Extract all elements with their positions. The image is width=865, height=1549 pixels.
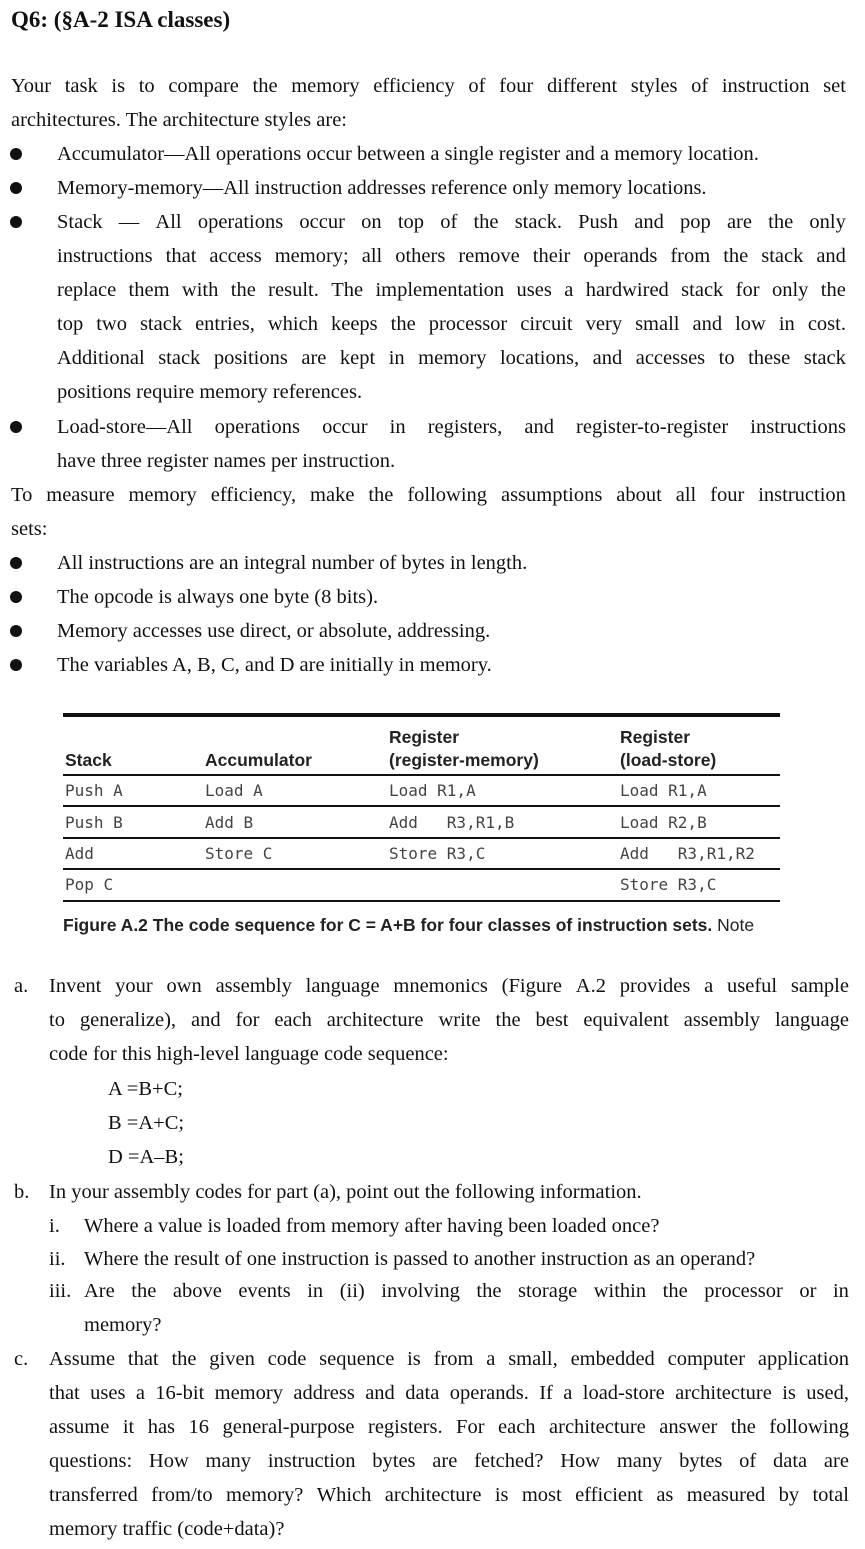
header-load-store-2: (load-store) [620, 750, 717, 770]
table-cell: Add B [205, 813, 254, 832]
word: to [718, 347, 735, 369]
word: generalize), [79, 1009, 177, 1031]
word: the [730, 1416, 756, 1438]
word: are [301, 347, 327, 369]
word: instruction [267, 1450, 356, 1472]
part-b-item-3-num: iii. [49, 1280, 72, 1302]
word: assembly [215, 975, 292, 997]
word: for [735, 279, 760, 301]
row-rule [63, 868, 780, 870]
word: low [735, 313, 766, 335]
bullet-icon [10, 557, 22, 569]
word: is [407, 1348, 421, 1370]
word: instructions [57, 245, 153, 267]
word: architecture [384, 1484, 482, 1506]
word: memory [214, 1382, 283, 1404]
word: Invent [49, 975, 102, 997]
part-a-line-2 [49, 1008, 849, 1032]
assumption-2: The opcode is always one byte (8 bits). [57, 586, 379, 608]
word: each [274, 1009, 312, 1031]
word: Load-store—All [57, 416, 193, 438]
word: that [49, 1382, 80, 1404]
style-accumulator: Accumulator—All operations occur between a single register and a memory location. [57, 143, 759, 165]
word: measured [686, 1484, 766, 1506]
measure-line-2: sets: [11, 518, 48, 540]
word: styles [630, 75, 678, 97]
code-line-1: A =B+C; [108, 1078, 183, 1100]
bullet-icon [10, 659, 22, 671]
part-b-label: b. [14, 1181, 30, 1203]
part-b-item-3-line-1 [84, 1279, 849, 1303]
header-rule [63, 774, 780, 776]
word: and [524, 416, 554, 438]
word: occur [299, 211, 345, 233]
word: small, [508, 1348, 558, 1370]
word: a [486, 1348, 496, 1370]
word: given [209, 1348, 255, 1370]
part-c-line-1 [49, 1347, 849, 1371]
word: circuit [520, 313, 573, 335]
word: in [307, 1280, 324, 1302]
table-cell: Store R3,C [620, 875, 717, 894]
word: assembly [683, 1009, 761, 1031]
bullet-icon [10, 182, 22, 194]
word: stack [158, 347, 201, 369]
word: and [190, 1009, 221, 1031]
word: To [11, 484, 33, 506]
word: memory [128, 484, 197, 506]
word: in [388, 347, 405, 369]
word: very [585, 313, 623, 335]
word: on [361, 211, 382, 233]
bullet-icon [10, 591, 22, 603]
word: provides [619, 975, 691, 997]
word: the [820, 279, 846, 301]
style-stack-line-6: positions require memory references. [57, 381, 363, 403]
word: them [128, 279, 170, 301]
style-load-store-line-2: have three register names per instruction. [57, 450, 396, 472]
word: embedded [570, 1348, 655, 1370]
word: from [433, 1348, 474, 1370]
assumption-1: All instructions are an integral number of bytes in length. [57, 552, 528, 574]
word: which [267, 313, 318, 335]
word: of [739, 1450, 757, 1472]
word: keeps [330, 313, 378, 335]
word: architecture [326, 1009, 424, 1031]
word: the [723, 245, 749, 267]
word: Assume [49, 1348, 116, 1370]
word: stack. [514, 211, 562, 233]
word: only [771, 279, 809, 301]
word: A.2 [575, 975, 606, 997]
word: implementation [375, 279, 505, 301]
header-register-memory-1: Register [389, 727, 460, 747]
word: kept [339, 347, 376, 369]
word: the [390, 313, 416, 335]
word: efficiency, [210, 484, 297, 506]
word: are [823, 1450, 849, 1472]
word: stack [681, 279, 724, 301]
word: equivalent [583, 1009, 669, 1031]
word: and [365, 1382, 395, 1404]
word: the [495, 1009, 521, 1031]
word: the [252, 75, 278, 97]
word: assumptions [500, 484, 603, 506]
word: the [171, 1348, 197, 1370]
word: all [361, 245, 383, 267]
table-cell: Load R2,B [620, 813, 707, 832]
question-title: Q6: (§A-2 ISA classes) [11, 7, 231, 32]
word: For [456, 1416, 485, 1438]
word: events [238, 1280, 291, 1302]
part-b-item-1-num: i. [49, 1215, 60, 1237]
word: the [473, 211, 499, 233]
word: by [778, 1484, 800, 1506]
part-b-item-2: Where the result of one instruction is passed to another instruction as an operand? [84, 1248, 756, 1270]
word: processor [704, 1280, 783, 1302]
table-cell: Store C [205, 844, 273, 863]
word: used, [806, 1382, 849, 1404]
word: following [769, 1416, 849, 1438]
word: make [310, 484, 355, 506]
word: the [368, 484, 394, 506]
row-rule [63, 837, 780, 839]
style-stack-line-5 [57, 346, 846, 370]
word: 16-bit [155, 1382, 205, 1404]
word: (ii) [339, 1280, 365, 1302]
word: are [726, 211, 752, 233]
word: is [782, 1382, 796, 1404]
word: stack [803, 347, 846, 369]
word: — [118, 211, 140, 233]
part-c-line-3 [49, 1415, 849, 1439]
word: from [670, 245, 711, 267]
word: result. [268, 279, 319, 301]
word: assume [49, 1416, 110, 1438]
word: efficiency [373, 75, 455, 97]
word: Push [578, 211, 619, 233]
table-cell: Add R3,R1,B [389, 813, 515, 832]
word: your [115, 975, 153, 997]
word: accesses [635, 347, 706, 369]
word: operations [214, 416, 300, 438]
word: it [122, 1416, 135, 1438]
assumption-3: Memory accesses use direct, or absolute, addressing. [57, 620, 491, 642]
table-cell: Push B [65, 813, 123, 832]
style-load-store-line-1 [57, 415, 846, 439]
word: of [691, 75, 709, 97]
word: entries, [195, 313, 255, 335]
word: most [521, 1484, 562, 1506]
word: bytes [679, 1450, 723, 1472]
word: sequence [319, 1348, 395, 1370]
word: memory; [274, 245, 349, 267]
word: operands. [449, 1382, 529, 1404]
word: four [499, 75, 534, 97]
word: these [748, 347, 791, 369]
word: stack [139, 313, 183, 335]
word: architecture [549, 1416, 646, 1438]
word: data [405, 1382, 440, 1404]
word: All [155, 211, 182, 233]
word: memory [291, 75, 360, 97]
word: access [209, 245, 262, 267]
word: (Figure [501, 975, 563, 997]
word: sample [790, 975, 849, 997]
word: The [331, 279, 364, 301]
part-c-line-2 [49, 1381, 849, 1405]
word: within [593, 1280, 647, 1302]
word: each [498, 1416, 536, 1438]
word: from/to [151, 1484, 213, 1506]
word: register-to-register [576, 416, 729, 438]
word: Which [316, 1484, 372, 1506]
word: Stack [57, 211, 103, 233]
word: about [616, 484, 662, 506]
word: instructions [750, 416, 846, 438]
word: that [165, 245, 197, 267]
code-line-3: D =A–B; [108, 1146, 184, 1168]
word: two [96, 313, 127, 335]
table-cell: Push A [65, 781, 123, 800]
word: language [774, 1009, 849, 1031]
part-c-line-4 [49, 1449, 849, 1473]
word: that [127, 1348, 159, 1370]
table-cell: Add [65, 844, 94, 863]
word: measure [46, 484, 115, 506]
word: a [135, 1382, 145, 1404]
word: registers, [427, 416, 503, 438]
table-cell: Load A [205, 781, 263, 800]
table-cell: Load R1,A [389, 781, 476, 800]
word: only [809, 211, 846, 233]
word: stack [761, 245, 804, 267]
row-rule [63, 805, 780, 807]
table-cell: Store R3,C [389, 844, 486, 863]
style-stack-line-2 [57, 244, 846, 268]
word: uses [90, 1382, 126, 1404]
table-cell: Load R1,A [620, 781, 707, 800]
word: cost. [807, 313, 846, 335]
word: above [172, 1280, 222, 1302]
word: of [468, 75, 486, 97]
word: small [635, 313, 680, 335]
part-c-label: c. [14, 1348, 29, 1370]
header-load-store-1: Register [620, 727, 691, 747]
table-bottom-rule [63, 900, 780, 902]
word: to [138, 75, 155, 97]
word: a [563, 1382, 573, 1404]
word: and [816, 245, 846, 267]
word: uses [516, 279, 552, 301]
word: useful [727, 975, 778, 997]
word: a [564, 279, 574, 301]
bullet-icon [10, 421, 22, 433]
intro-line-1 [11, 74, 846, 98]
word: are [432, 1450, 458, 1472]
word: general-purpose [222, 1416, 355, 1438]
word: data [773, 1450, 808, 1472]
part-b-text: In your assembly codes for part (a), point out the following information. [49, 1181, 642, 1203]
word: remove [458, 245, 520, 267]
part-a-label: a. [14, 975, 29, 997]
word: four [710, 484, 745, 506]
assumption-4: The variables A, B, C, and D are initially in memory. [57, 654, 492, 676]
word: many [616, 1450, 663, 1472]
word: Additional [57, 347, 145, 369]
style-stack-line-1 [57, 210, 846, 234]
word: address [293, 1382, 355, 1404]
word: pop [680, 211, 711, 233]
style-stack-line-4 [57, 312, 846, 336]
word: many [205, 1450, 252, 1472]
word: following [407, 484, 488, 506]
figure-top-rule [63, 713, 780, 717]
word: code [267, 1348, 307, 1370]
word: has [147, 1416, 176, 1438]
figure-caption-rest: Note [712, 915, 755, 935]
word: bytes [372, 1450, 416, 1472]
word: instruction [721, 75, 810, 97]
word: in [832, 1280, 849, 1302]
word: hardwired [585, 279, 669, 301]
word: positions [213, 347, 288, 369]
word: total [812, 1484, 849, 1506]
word: architecture [675, 1382, 772, 1404]
word: How [560, 1450, 601, 1472]
word: their [532, 245, 571, 267]
part-a-line-1 [49, 974, 849, 998]
word: is [494, 1484, 509, 1506]
word: Your [11, 75, 52, 97]
word: involving [381, 1280, 460, 1302]
figure-caption [63, 914, 754, 936]
bullet-icon [10, 625, 22, 637]
word: or [799, 1280, 817, 1302]
intro-line-2: architectures. The architecture styles are: [11, 109, 347, 131]
word: transferred [49, 1484, 138, 1506]
measure-line-1 [11, 483, 846, 507]
part-b-item-3-line-2: memory? [84, 1314, 162, 1336]
word: mnemonics [393, 975, 488, 997]
word: to [49, 1009, 65, 1031]
word: all [675, 484, 697, 506]
word: How [148, 1450, 189, 1472]
word: operands [583, 245, 658, 267]
word: answer [659, 1416, 718, 1438]
word: questions: [49, 1450, 133, 1472]
word: and [634, 211, 664, 233]
word: is [111, 75, 126, 97]
header-register-memory-2: (register-memory) [389, 750, 539, 770]
word: load-store [582, 1382, 665, 1404]
word: the [476, 1280, 502, 1302]
part-b-item-2-num: ii. [49, 1248, 66, 1270]
word: application [757, 1348, 849, 1370]
bullet-icon [10, 148, 22, 160]
word: with [181, 279, 219, 301]
word: instruction [758, 484, 846, 506]
word: as [656, 1484, 674, 1506]
word: the [768, 211, 794, 233]
bullet-icon [10, 216, 22, 228]
word: processor [428, 313, 508, 335]
word: operations [197, 211, 284, 233]
word: replace [57, 279, 117, 301]
word: write [438, 1009, 481, 1031]
word: locations, [499, 347, 580, 369]
word: compare [168, 75, 239, 97]
word: of [440, 211, 458, 233]
code-line-2: B =A+C; [108, 1112, 185, 1134]
part-c-line-5 [49, 1483, 849, 1507]
word: for [235, 1009, 260, 1031]
word: memory [418, 347, 487, 369]
part-c-line-6: memory traffic (code+data)? [49, 1518, 285, 1540]
table-cell: Add R3,R1,R2 [620, 844, 755, 863]
word: top [57, 313, 84, 335]
word: task [64, 75, 98, 97]
word: the [131, 1280, 157, 1302]
word: in [389, 416, 406, 438]
word: registers. [368, 1416, 443, 1438]
word: in [778, 313, 795, 335]
word: computer [667, 1348, 746, 1370]
word: language [305, 975, 380, 997]
header-accumulator: Accumulator [205, 750, 312, 770]
word: fetched? [474, 1450, 544, 1472]
word: the [662, 1280, 688, 1302]
word: the [230, 279, 256, 301]
word: different [546, 75, 618, 97]
word: 16 [188, 1416, 209, 1438]
table-cell: Pop C [65, 875, 114, 894]
word: Are [84, 1280, 115, 1302]
figure-caption-bold: Figure A.2 The code sequence for C = A+B for four classes of instruction sets. [63, 915, 713, 935]
word: top [397, 211, 425, 233]
word: best [535, 1009, 569, 1031]
style-memory-memory: Memory-memory—All instruction addresses reference only memory locations. [57, 177, 707, 199]
word: and [592, 347, 623, 369]
header-stack: Stack [65, 750, 112, 770]
word: storage [518, 1280, 578, 1302]
word: If [539, 1382, 553, 1404]
part-b-item-1: Where a value is loaded from memory after having been loaded once? [84, 1215, 660, 1237]
word: own [166, 975, 202, 997]
word: others [395, 245, 446, 267]
word: efficient [575, 1484, 643, 1506]
style-stack-line-3 [57, 278, 846, 302]
word: occur [322, 416, 368, 438]
word: memory? [225, 1484, 304, 1506]
word: and [692, 313, 723, 335]
part-a-line-3: code for this high-level language code sequence: [49, 1043, 449, 1065]
word: set [823, 75, 846, 97]
word: a [704, 975, 714, 997]
